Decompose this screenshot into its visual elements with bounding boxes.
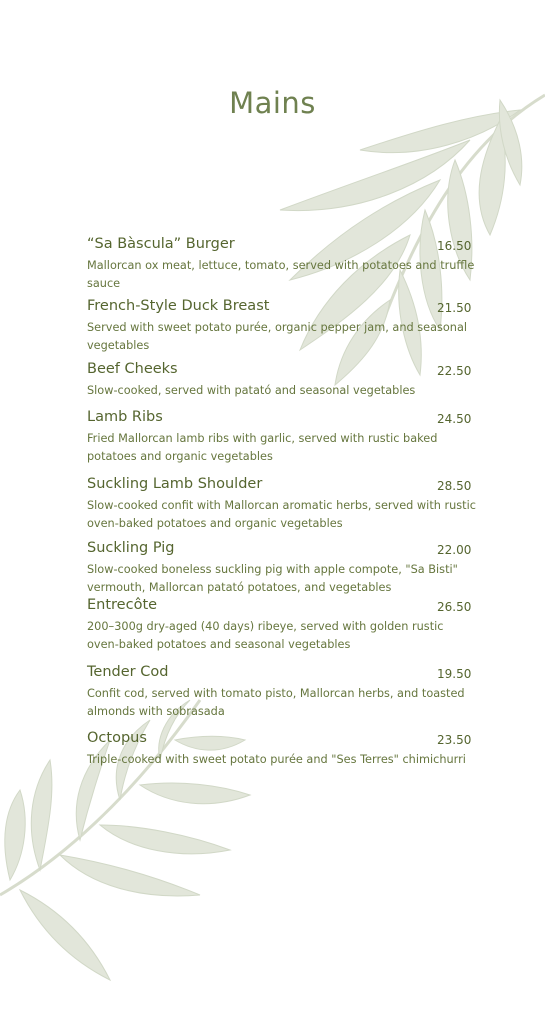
item-price: 21.50 xyxy=(437,301,472,315)
item-name: Lamb Ribs xyxy=(87,409,163,425)
item-name: Octopus xyxy=(87,730,147,746)
item-description: Confit cod, served with tomato pisto, Mallorcan herbs, and toasted almonds with sobrasada xyxy=(87,687,465,718)
item-name: Beef Cheeks xyxy=(87,361,178,377)
item-price: 28.50 xyxy=(437,479,472,493)
item-description: Slow-cooked confit with Mallorcan aromatic herbs, served with rustic oven-baked potatoes and organic vegetables xyxy=(87,499,476,530)
menu-title: Mains xyxy=(229,86,316,120)
item-price: 19.50 xyxy=(437,667,472,681)
item-name: French-Style Duck Breast xyxy=(87,298,270,314)
item-name: Entrecôte xyxy=(87,597,158,613)
item-description: Triple-cooked with sweet potato purée and "Ses Terres" chimichurri xyxy=(87,753,466,766)
item-price: 16.50 xyxy=(437,239,472,253)
item-name: “Sa Bàscula” Burger xyxy=(87,236,235,252)
item-description: Mallorcan ox meat, lettuce, tomato, served with potatoes and truffle sauce xyxy=(87,259,475,290)
item-description: Served with sweet potato purée, organic pepper jam, and seasonal vegetables xyxy=(87,321,468,352)
item-price: 22.00 xyxy=(437,543,472,557)
item-price: 24.50 xyxy=(437,412,472,426)
item-name: Tender Cod xyxy=(87,664,169,680)
item-description: Slow-cooked, served with patató and seasonal vegetables xyxy=(87,384,416,397)
item-name: Suckling Lamb Shoulder xyxy=(87,476,263,492)
item-description: 200–300g dry-aged (40 days) ribeye, served with golden rustic oven-baked potatoes and seasonal vegetables xyxy=(87,620,444,651)
item-price: 23.50 xyxy=(437,733,472,747)
item-description: Fried Mallorcan lamb ribs with garlic, served with rustic baked potatoes and organic vegetables xyxy=(87,432,438,463)
item-description: Slow-cooked boneless suckling pig with apple compote, "Sa Bisti" vermouth, Mallorcan patató potatoes, and vegetables xyxy=(87,563,458,594)
item-price: 22.50 xyxy=(437,364,472,378)
item-name: Suckling Pig xyxy=(87,540,175,556)
item-price: 26.50 xyxy=(437,600,472,614)
